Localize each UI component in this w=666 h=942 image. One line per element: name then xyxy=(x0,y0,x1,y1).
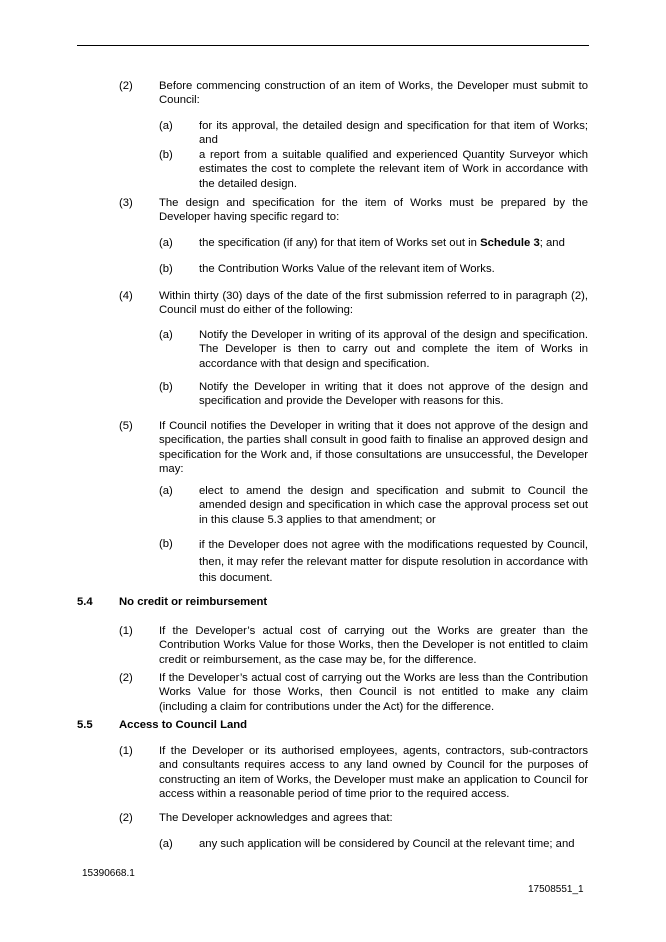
subpara-text: a report from a suitable qualified and experienced Quantity Surveyor which estimates the cost to complete the relevant item of Work in accordance with the detailed design. xyxy=(199,149,588,190)
subpara-text: if the Developer does not agree with the modifications requested by Council, then, it may refer the relevant matter for dispute resolution in accordance with this document. xyxy=(199,539,588,584)
para-text: If the Developer or its authorised employees, agents, contractors, sub-contractors and consultants requires access to any land owned by Council for the purposes of constructing an item of Works, the Developer must make an application to Council for access within a reasonable period of time prior to the required access. xyxy=(159,745,588,801)
footer-doc-id-left: 15390668.1 xyxy=(82,868,135,879)
subpara-text: the Contribution Works Value of the relevant item of Works. xyxy=(199,263,495,275)
subpara-text: for its approval, the detailed design and specification for that item of Works; and xyxy=(199,120,588,147)
para-number: (2) xyxy=(119,812,133,824)
para-number: (2) xyxy=(119,672,133,684)
para-text: The Developer acknowledges and agrees that: xyxy=(159,812,393,824)
schedule-reference: Schedule 3 xyxy=(480,237,540,249)
section-heading: Access to Council Land xyxy=(119,719,248,731)
subpara-number: (b) xyxy=(159,149,173,161)
section-number: 5.4 xyxy=(77,596,93,608)
para-number: (3) xyxy=(119,197,133,209)
section-heading: No credit or reimbursement xyxy=(119,596,268,608)
para-text: If the Developer’s actual cost of carrying out the Works are greater than the Contribution Works Value for those Works, then the Developer is not entitled to claim credit or reimbursement, as the case may be, for the difference. xyxy=(159,625,588,666)
footer-doc-id-right: 17508551_1 xyxy=(528,884,584,895)
subpara-number: (b) xyxy=(159,538,173,550)
header-rule xyxy=(77,45,589,46)
subpara-text: the specification (if any) for that item of Works set out in Schedule 3; and xyxy=(199,237,565,249)
subpara-number: (a) xyxy=(159,329,173,341)
para-text: Before commencing construction of an item of Works, the Developer must submit to Council: xyxy=(159,80,588,107)
subpara-text: elect to amend the design and specification and submit to Council the amended design and specification in which case the approval process set out in this clause 5.3 applies to that amendment; or xyxy=(199,485,588,526)
para-text: Within thirty (30) days of the date of the first submission referred to in paragraph (2), Council must do either of the following: xyxy=(159,290,588,317)
subpara-text: Notify the Developer in writing of its approval of the design and specification. The Developer is then to carry out and complete the item of Works in accordance with that design and specification. xyxy=(199,329,588,370)
para-text: If the Developer’s actual cost of carrying out the Works are less than the Contribution Works Value for those Works, then Council is not entitled to make any claim (including a claim for contributions under the Act) for the difference. xyxy=(159,672,588,713)
para-number: (2) xyxy=(119,80,133,92)
subpara-number: (b) xyxy=(159,381,173,393)
para-number: (1) xyxy=(119,745,133,757)
subpara-number: (a) xyxy=(159,237,173,249)
para-number: (1) xyxy=(119,625,133,637)
para-text: The design and specification for the item of Works must be prepared by the Developer having specific regard to: xyxy=(159,197,588,224)
subpara-text: any such application will be considered by Council at the relevant time; and xyxy=(199,838,575,850)
subpara-number: (b) xyxy=(159,263,173,275)
para-number: (4) xyxy=(119,290,133,302)
subpara-number: (a) xyxy=(159,120,173,132)
subpara-number: (a) xyxy=(159,485,173,497)
para-number: (5) xyxy=(119,420,133,432)
subpara-number: (a) xyxy=(159,838,173,850)
section-number: 5.5 xyxy=(77,719,93,731)
subpara-text: Notify the Developer in writing that it does not approve of the design and specification and provide the Developer with reasons for this. xyxy=(199,381,588,408)
para-text: If Council notifies the Developer in writing that it does not approve of the design and specification, the parties shall consult in good faith to finalise an approved design and specification for the Work and, if those consultations are unsuccessful, the Developer may: xyxy=(159,420,588,476)
